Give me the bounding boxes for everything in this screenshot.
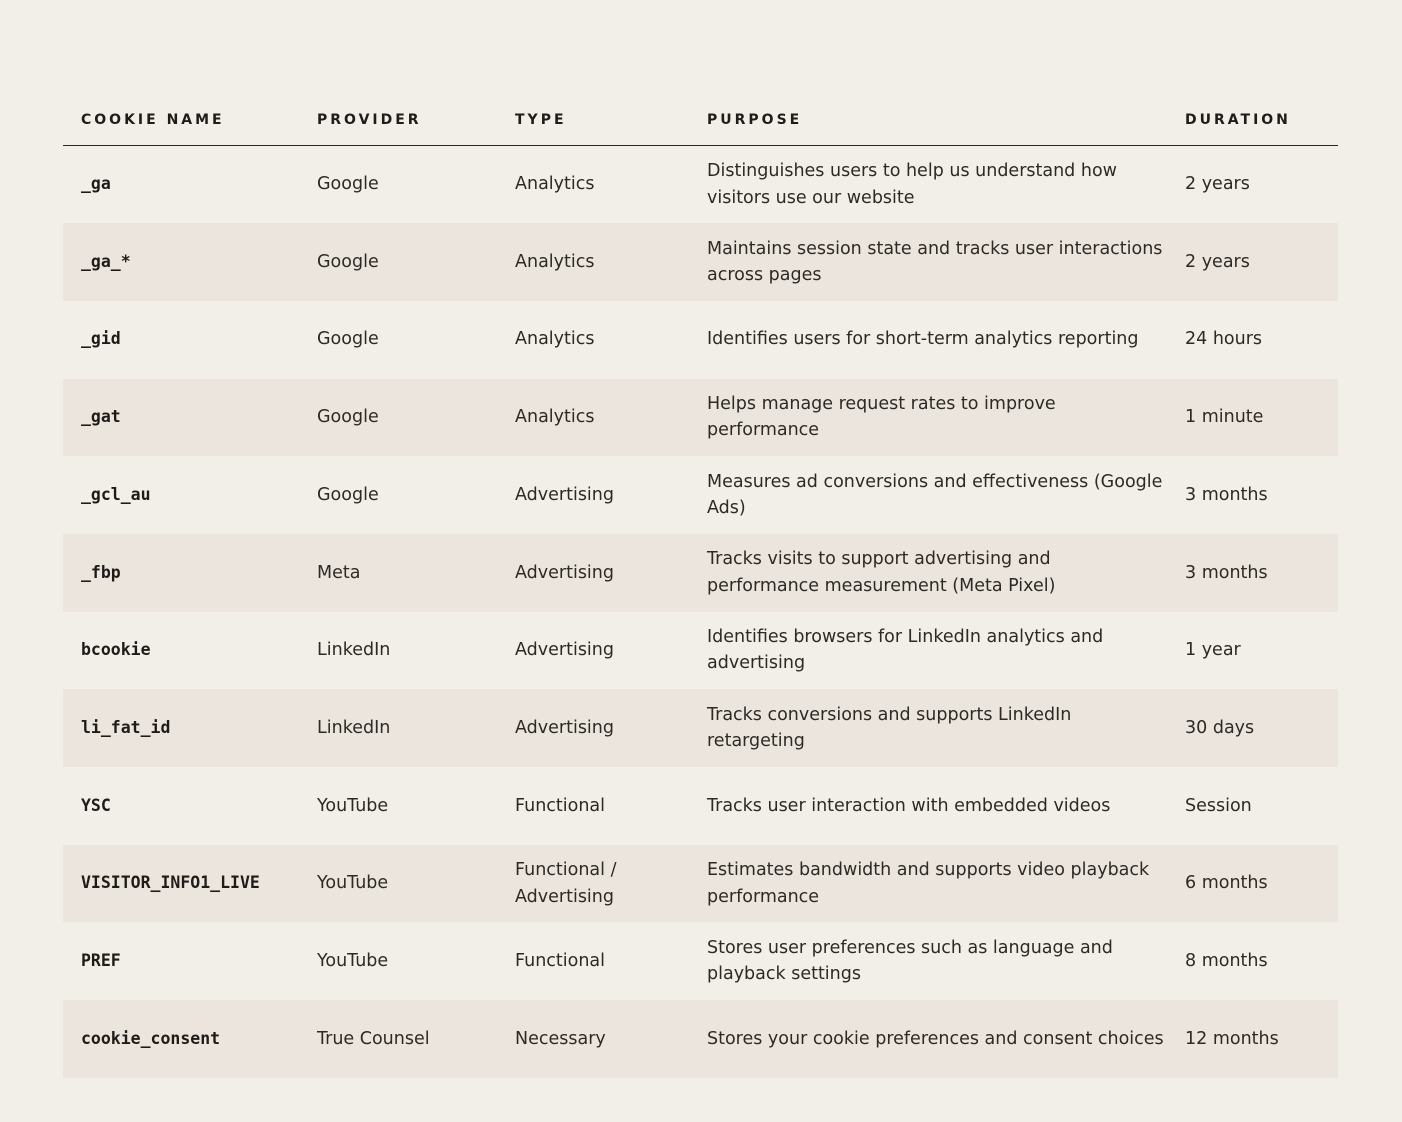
provider-cell: Google [317,329,379,350]
cookie-name-cell: _gid [81,329,121,349]
duration-cell: 12 months [1185,1028,1279,1049]
purpose-cell: Measures ad conversions and effectiveness (Google Ads) [707,471,1163,519]
purpose-cell: Tracks user interaction with embedded videos [707,795,1111,816]
provider-cell: Google [317,407,379,428]
cookie-name-cell: li_fat_id [81,717,171,737]
duration-cell: 2 years [1185,251,1250,272]
table-row [63,767,1338,845]
provider-cell: LinkedIn [317,717,391,738]
provider-cell: YouTube [317,795,389,816]
duration-cell: 8 months [1185,950,1268,971]
provider-cell: Google [317,174,379,195]
table-row [63,1000,1338,1078]
purpose-cell: Stores user preferences such as language and playback settings [707,937,1113,985]
table-row [63,612,1338,690]
duration-cell: 6 months [1185,873,1268,894]
duration-cell: 24 hours [1185,329,1263,350]
cookie-name-cell: VISITOR_INFO1_LIVE [81,873,260,893]
provider-cell: Google [317,484,379,505]
type-cell: Analytics [515,407,595,428]
cookie-name-cell: cookie_consent [81,1028,221,1048]
header-duration: DURATION [1185,92,1338,146]
type-cell: Functional [515,795,606,816]
cookie-name-cell: _gcl_au [81,484,151,504]
cookie-table [63,92,1338,1078]
purpose-cell: Distinguishes users to help us understand how visitors use our website [707,161,1117,208]
type-cell: Advertising [515,640,614,661]
purpose-cell: Stores your cookie preferences and consent choices [707,1028,1164,1049]
purpose-cell: Tracks conversions and supports LinkedIn retargeting [707,704,1072,752]
header-purpose: PURPOSE [707,92,1185,146]
cookie-name-cell: _ga_* [81,251,131,271]
provider-cell: True Counsel [317,1028,430,1049]
type-cell: Analytics [515,174,595,195]
type-cell: Functional [515,950,606,971]
purpose-cell: Tracks visits to support advertising and performance measurement (Meta Pixel) [707,549,1056,596]
duration-cell: 3 months [1185,484,1268,505]
provider-cell: Meta [317,562,361,583]
provider-cell: YouTube [317,950,389,971]
type-cell: Advertising [515,484,614,505]
type-cell: Analytics [515,329,595,350]
type-cell: Necessary [515,1028,606,1049]
header-type: TYPE [515,92,707,146]
duration-cell: 1 year [1185,640,1241,661]
table-row [63,534,1338,612]
duration-cell: 3 months [1185,562,1268,583]
table-row [63,301,1338,379]
header-row [63,92,1338,146]
header-provider: PROVIDER [317,92,515,146]
purpose-cell: Identifies browsers for LinkedIn analytics and advertising [707,626,1104,674]
purpose-cell: Identifies users for short-term analytics reporting [707,329,1139,350]
purpose-cell: Estimates bandwidth and supports video playback performance [707,860,1150,907]
type-cell: Advertising [515,562,614,583]
cookie-name-cell: _fbp [81,562,121,582]
cookie-name-cell: _ga [81,174,111,194]
table-row [63,689,1338,767]
table-header [63,92,1338,146]
duration-cell: 1 minute [1185,407,1264,428]
table-row [63,456,1338,534]
cookie-name-cell: _gat [81,407,121,427]
purpose-cell: Helps manage request rates to improve performance [707,393,1056,441]
duration-cell: 30 days [1185,717,1255,738]
provider-cell: LinkedIn [317,640,391,661]
duration-cell: Session [1185,795,1252,816]
cookie-name-cell: YSC [81,795,111,815]
table-row [63,922,1338,1000]
cookie-name-cell: bcookie [81,640,151,660]
header-cookie-name: COOKIE NAME [63,92,317,146]
duration-cell: 2 years [1185,174,1250,195]
table-row [63,223,1338,301]
type-cell: Functional / Advertising [515,860,617,907]
table-body [63,146,1338,1078]
provider-cell: Google [317,251,379,272]
table-row [63,146,1338,224]
table-row [63,379,1338,457]
purpose-cell: Maintains session state and tracks user interactions across pages [707,238,1163,286]
type-cell: Analytics [515,251,595,272]
provider-cell: YouTube [317,873,389,894]
type-cell: Advertising [515,717,614,738]
cookie-name-cell: PREF [81,950,121,970]
cookie-table-container [63,92,1338,1078]
table-row [63,845,1338,923]
